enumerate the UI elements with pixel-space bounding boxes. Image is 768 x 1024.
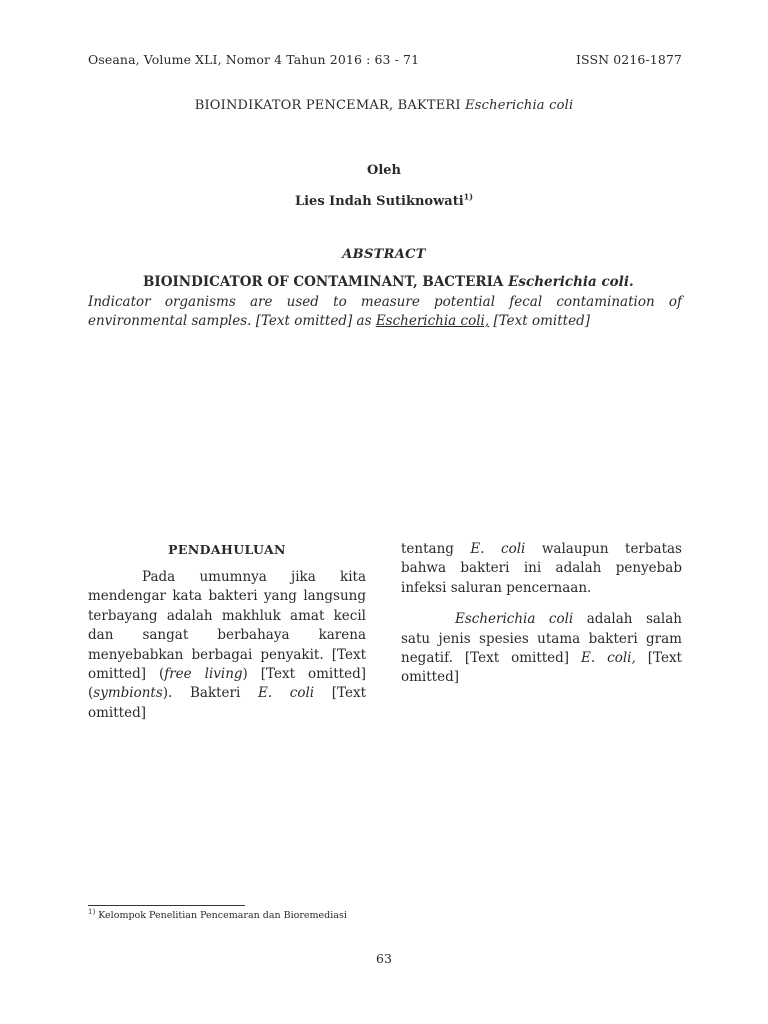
- abstract-heading: ABSTRACT: [342, 247, 426, 262]
- byline-oleh: Oleh: [367, 163, 401, 178]
- left-text-d: [Text omitted]: [88, 685, 367, 721]
- right-column: [401, 540, 682, 688]
- right-paragraph-1: [401, 540, 682, 598]
- abstract-body-part2: [Text omitted]: [493, 313, 590, 329]
- abstract: [88, 273, 682, 332]
- abstract-subheading-text: BIOINDICATOR OF CONTAMINANT, BACTERIA: [143, 274, 504, 290]
- left-text-b: ) [Text omitted] (: [88, 666, 366, 702]
- right-p2-text-b: [Text omitted]: [401, 650, 682, 686]
- left-symbionts: symbionts: [93, 685, 163, 702]
- page-number: 63: [376, 951, 392, 966]
- section-heading-pendahuluan: PENDAHULUAN: [168, 542, 286, 557]
- right-p2-species: Escherichia coli: [455, 611, 574, 628]
- footnote-mark: 1): [88, 907, 96, 916]
- abstract-subheading-species: Escherichia coli.: [508, 274, 634, 290]
- abstract-body-part1: Indicator organisms are used to measure potential fecal contamination of environmental samples. [Text omitted] as: [88, 293, 682, 329]
- right-text-a: tentang: [401, 541, 454, 557]
- article-title-main: BIOINDIKATOR PENCEMAR, BAKTERI: [194, 98, 461, 113]
- left-text-c: ). Bakteri: [162, 685, 241, 702]
- abstract-subheading: [88, 273, 682, 293]
- author-name-text: Lies Indah Sutiknowati: [294, 194, 464, 209]
- right-p2-text-a: adalah salah satu jenis spesies utama bakteri gram negatif. [Text omitted]: [401, 611, 682, 667]
- issn: ISSN 0216-1877: [575, 52, 682, 67]
- author-footnote-mark: 1): [463, 191, 474, 202]
- abstract-body: [88, 294, 682, 330]
- abstract-body-species: Escherichia coli,: [375, 313, 490, 329]
- left-ecoli: E. coli: [257, 685, 315, 702]
- left-paragraph-1: [88, 568, 366, 723]
- author-name: [0, 191, 768, 209]
- right-p2-ecoli: E. coli,: [581, 650, 636, 667]
- footnote-rule: [88, 905, 245, 906]
- journal-citation: Oseana, Volume XLI, Nomor 4 Tahun 2016 : 63 - 71: [88, 52, 420, 67]
- left-free-living: free living: [164, 666, 243, 683]
- footnote-text: Kelompok Penelitian Pencemaran dan Bioremediasi: [98, 910, 347, 921]
- left-column: [88, 568, 366, 723]
- article-title: [0, 98, 768, 113]
- right-paragraph-2: [401, 610, 682, 688]
- left-text-a: Pada umumnya jika kita mendengar kata bakteri yang langsung terbayang adalah makhluk amat kecil dan sangat berbahaya karena menyebabkan berbagai penyakit. [Text omitted] (: [88, 569, 366, 683]
- right-ecoli: E. coli: [470, 541, 526, 557]
- right-text-b: walaupun terbatas bahwa bakteri ini adalah penyebab infeksi saluran pencernaan.: [401, 541, 682, 596]
- running-header: [88, 52, 682, 67]
- article-title-species: Escherichia coli: [465, 98, 574, 113]
- footnote: [88, 907, 388, 922]
